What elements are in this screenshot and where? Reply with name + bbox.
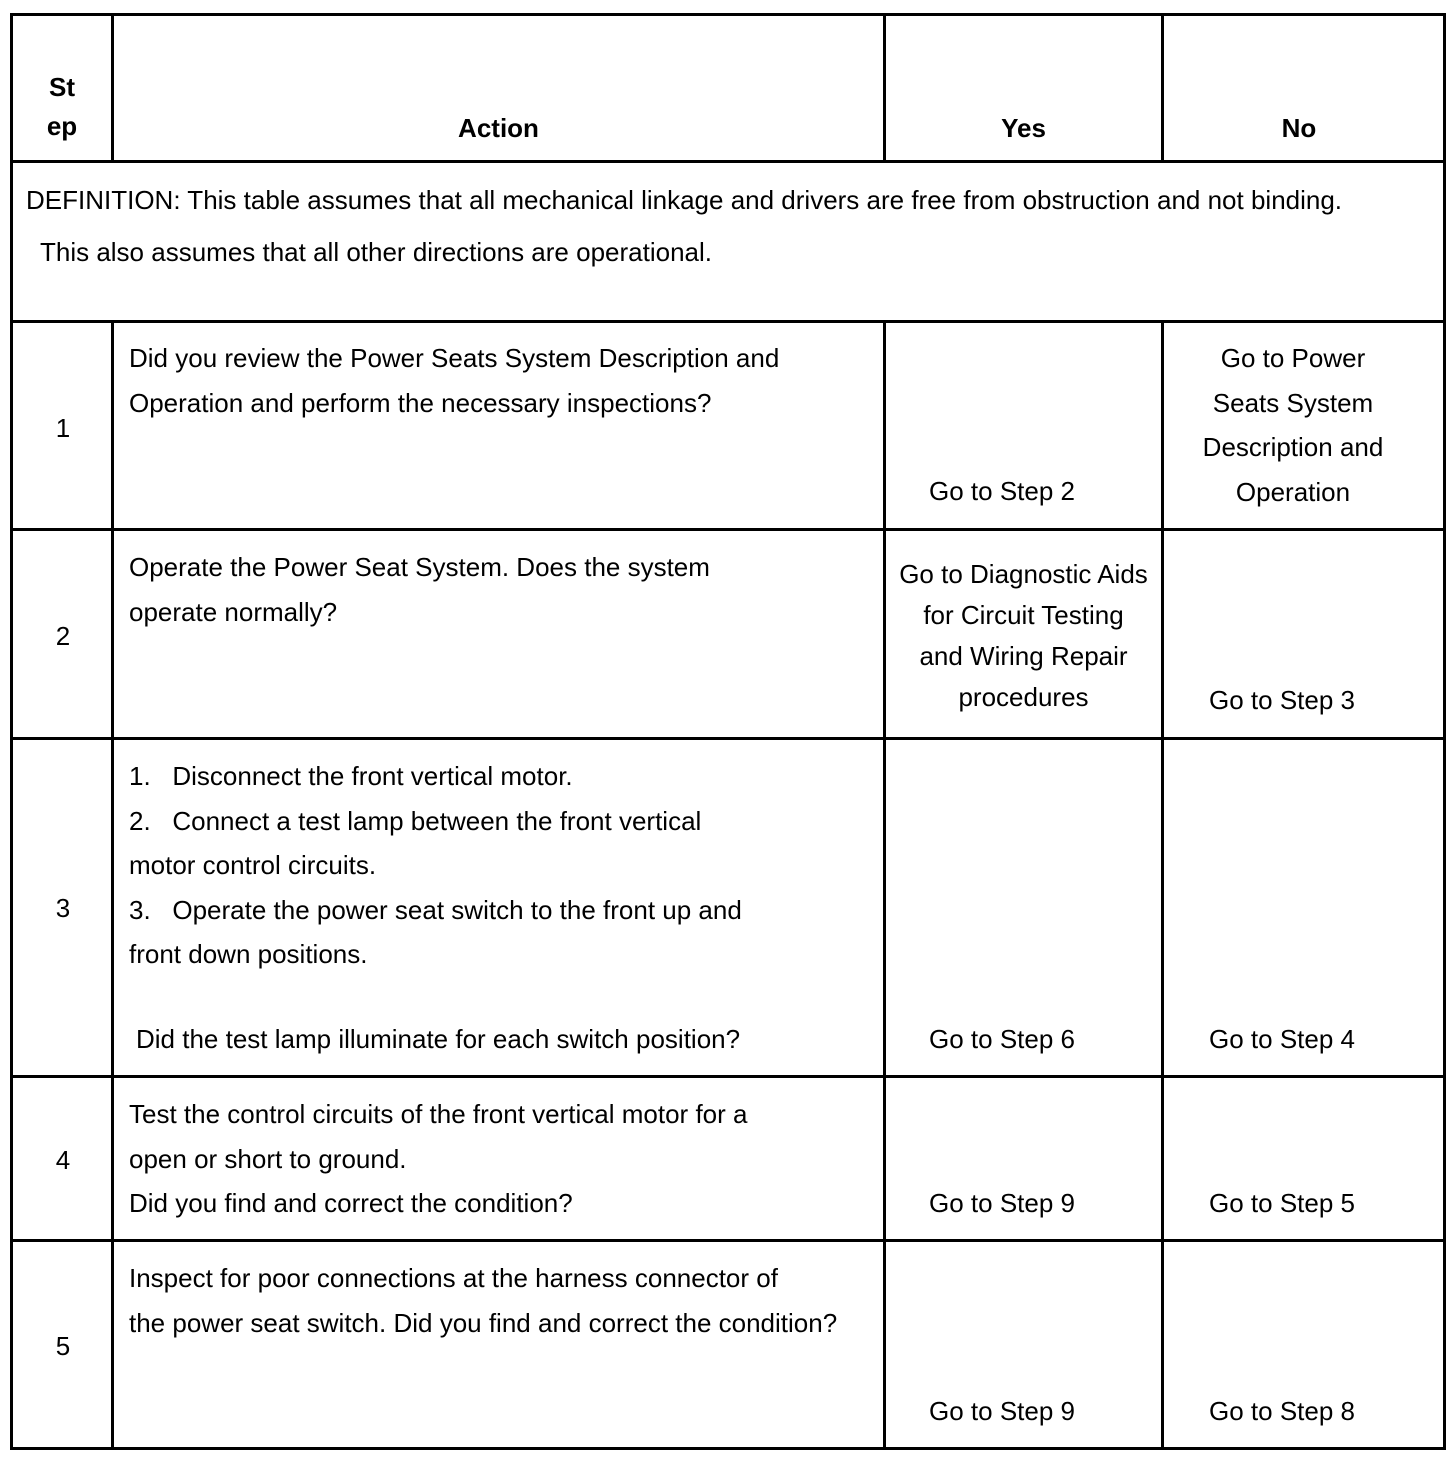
step-number: 5 bbox=[55, 1331, 71, 1361]
step-number: 3 bbox=[55, 893, 71, 923]
step-number: 1 bbox=[55, 413, 71, 443]
step-number: 2 bbox=[55, 621, 71, 651]
column-divider bbox=[111, 320, 114, 1450]
header-action: Action bbox=[458, 113, 539, 143]
action-text: Test the control circuits of the front vertical motor for a open or short to ground. Did you find and correct the condition? bbox=[129, 1099, 748, 1218]
yes-result: Go to Step 9 bbox=[929, 1188, 1075, 1218]
yes-result: Go to Step 9 bbox=[929, 1396, 1075, 1426]
column-divider bbox=[883, 320, 886, 1450]
no-result: Go to Step 3 bbox=[1209, 685, 1355, 715]
no-result: Go to Step 8 bbox=[1209, 1396, 1355, 1426]
action-text: Operate the Power Seat System. Does the system operate normally? bbox=[129, 552, 710, 627]
action-question: Did the test lamp illuminate for each switch position? bbox=[136, 1024, 741, 1054]
row-divider bbox=[13, 1075, 1443, 1078]
action-text: Inspect for poor connections at the harness connector of the power seat switch. Did you find and correct the condition? bbox=[129, 1263, 838, 1338]
row-divider bbox=[13, 1239, 1443, 1242]
yes-result: Go to Step 2 bbox=[929, 476, 1075, 506]
definition-note: DEFINITION: This table assumes that all mechanical linkage and drivers are free from obstruction and not binding. This also assumes that all other directions are operational. bbox=[26, 185, 1343, 267]
row-divider bbox=[13, 528, 1443, 531]
yes-result: Go to Diagnostic Aids for Circuit Testing and Wiring Repair procedures bbox=[899, 559, 1148, 712]
diagnostic-table bbox=[10, 13, 1446, 1450]
header-no: No bbox=[1281, 113, 1317, 143]
row-divider bbox=[13, 160, 1443, 163]
row-divider bbox=[13, 737, 1443, 740]
header-step: St ep bbox=[46, 72, 78, 141]
action-text: Did you review the Power Seats System Description and Operation and perform the necessary inspections? bbox=[129, 343, 780, 418]
row-divider bbox=[13, 320, 1443, 323]
no-result: Go to Step 4 bbox=[1209, 1024, 1355, 1054]
no-result: Go to Step 5 bbox=[1209, 1188, 1355, 1218]
header-yes: Yes bbox=[1001, 113, 1046, 143]
step-number: 4 bbox=[55, 1145, 71, 1175]
no-result: Go to Power Seats System Description and Operation bbox=[1202, 343, 1384, 507]
action-text: 1. Disconnect the front vertical motor. 2. Connect a test lamp between the front vertical motor control circuits. 3. Operate the power seat switch to the front up and front down positions. bbox=[129, 761, 742, 969]
yes-result: Go to Step 6 bbox=[929, 1024, 1075, 1054]
